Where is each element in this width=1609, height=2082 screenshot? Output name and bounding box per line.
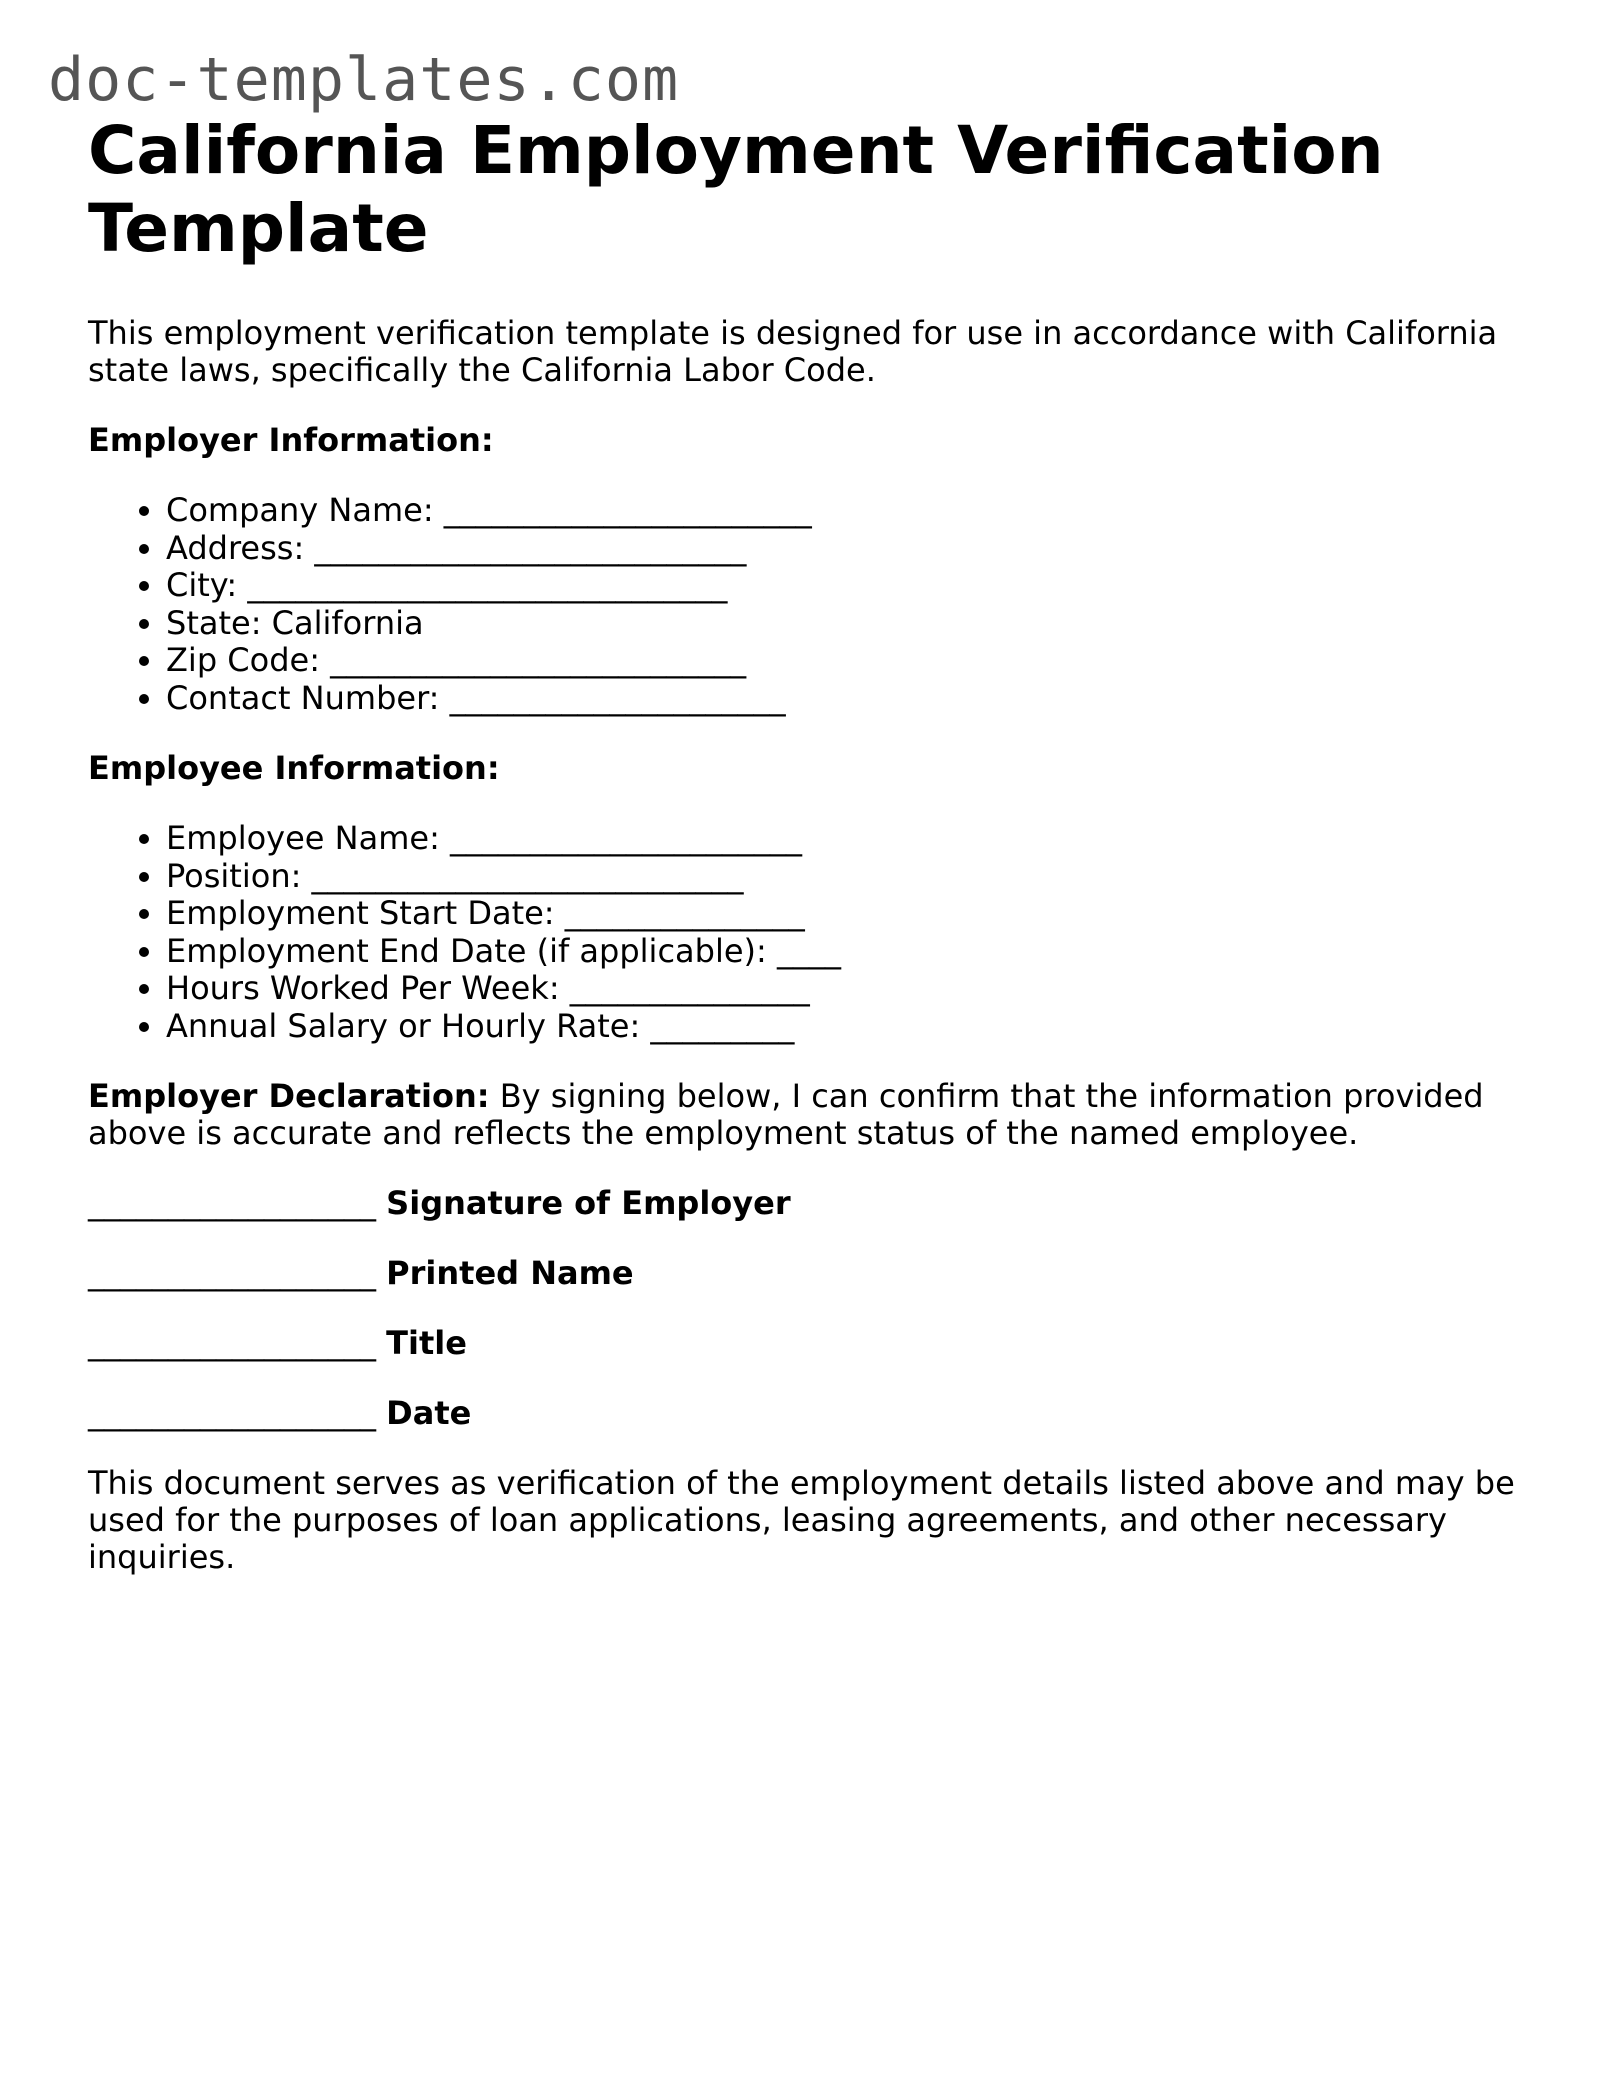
employer-contact-number-field: • Contact Number: _____________________ xyxy=(166,680,1528,718)
printed-name-line xyxy=(88,1255,1528,1292)
document-title: California Employment Verification Template xyxy=(88,112,1384,267)
closing-paragraph: This document serves as verification of the employment details listed above and may be used for the purposes of loan applications, leasing agreements, and other necessary inquiries. xyxy=(88,1464,1515,1576)
employer-declaration-label: Employer Declaration: xyxy=(88,1077,490,1115)
employment-start-date-field: • Employment Start Date: _______________ xyxy=(166,895,1528,933)
employer-zip-code-field: • Zip Code: __________________________ xyxy=(166,642,1528,680)
employee-information-list xyxy=(88,820,1528,1045)
signature-of-employer-line xyxy=(88,1185,1528,1222)
employer-information-list xyxy=(88,492,1528,717)
employee-position-field: • Position: ___________________________ xyxy=(166,858,1528,896)
employer-declaration xyxy=(88,1078,1528,1152)
annual-salary-or-hourly-rate-field: • Annual Salary or Hourly Rate: _________ xyxy=(166,1008,1528,1046)
date-blank: __________________ xyxy=(88,1394,376,1432)
intro-paragraph: This employment verification template is designed for use in accordance with California state laws, specifically the California Labor Code. xyxy=(88,314,1498,389)
title-line xyxy=(88,1325,1528,1362)
hours-worked-per-week-field: • Hours Worked Per Week: _______________ xyxy=(166,970,1528,1008)
employer-city-field: • City: ______________________________ xyxy=(166,567,1528,605)
document-body xyxy=(88,112,1528,1576)
date-label: Date xyxy=(386,1394,472,1432)
watermark: doc-templates.com xyxy=(48,45,680,115)
employer-state-field: • State: California xyxy=(166,605,1528,643)
title-label: Title xyxy=(386,1324,467,1362)
employer-declaration-text: By signing below, I can confirm that the information provided above is accurate and reflects the employment status of the named employee. xyxy=(88,1077,1484,1152)
signature-of-employer-label: Signature of Employer xyxy=(386,1184,791,1222)
employee-name-field: • Employee Name: ______________________ xyxy=(166,820,1528,858)
employer-company-name-field: • Company Name: _______________________ xyxy=(166,492,1528,530)
signature-blank: __________________ xyxy=(88,1184,376,1222)
employer-address-field: • Address: ___________________________ xyxy=(166,530,1528,568)
printed-name-blank: __________________ xyxy=(88,1254,376,1292)
employee-information-heading: Employee Information: xyxy=(88,749,500,787)
date-line xyxy=(88,1395,1528,1432)
printed-name-label: Printed Name xyxy=(386,1254,634,1292)
title-blank: __________________ xyxy=(88,1324,376,1362)
employment-end-date-field: • Employment End Date (if applicable): ____ xyxy=(166,933,1528,971)
employer-information-heading: Employer Information: xyxy=(88,421,494,459)
